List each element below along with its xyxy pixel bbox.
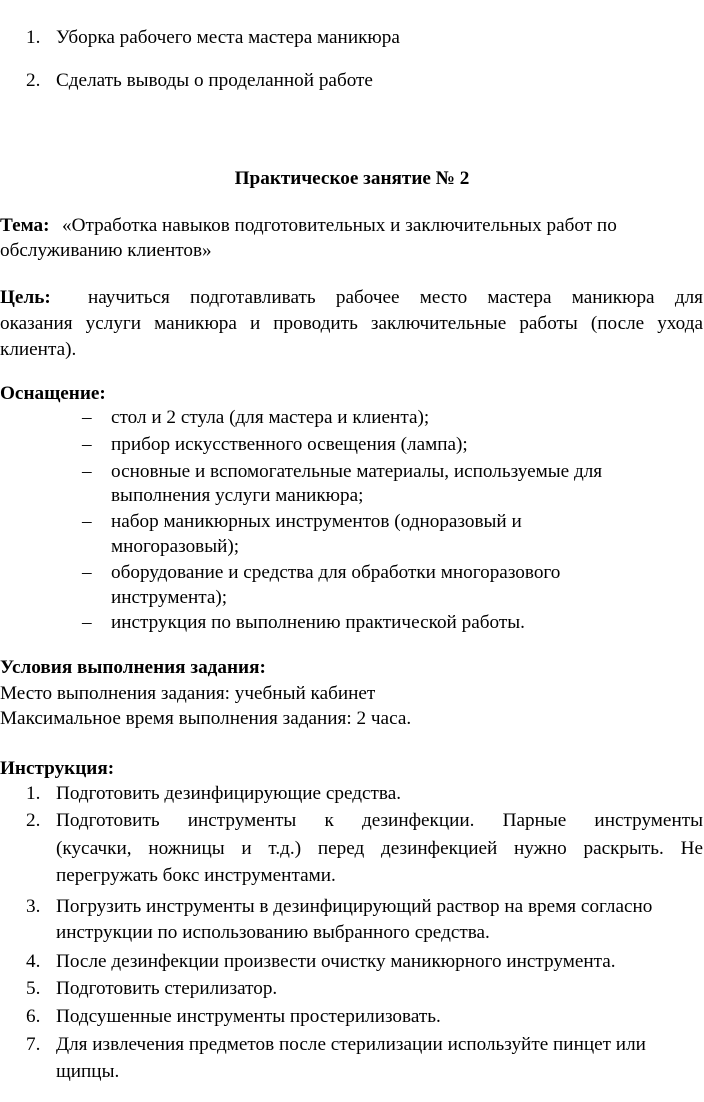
- conditions-heading: Условия выполнения задания:: [0, 657, 266, 678]
- instruction-number-7: 7.: [26, 1034, 41, 1055]
- instruction-item-2-line3: перегружать бокс инструментами.: [56, 865, 336, 886]
- instruction-item-3-line1: Погрузить инструменты в дезинфицирующий раствор на время согласно: [56, 896, 653, 917]
- instruction-item-7-line2: щипцы.: [56, 1061, 120, 1082]
- instruction-item-1: Подготовить дезинфицирующие средства.: [56, 783, 402, 804]
- equipment-item-1: стол и 2 стула (для мастера и клиента);: [111, 407, 430, 428]
- top-list-item-2: Сделать выводы о проделанной работе: [56, 70, 373, 91]
- topic-label: Тема:: [0, 215, 50, 236]
- instruction-item-4: После дезинфекции произвести очистку маникюрного инструмента.: [56, 951, 616, 972]
- instruction-item-2-line2: (кусачки, ножницы и т.д.) перед дезинфекцией нужно раскрыть. Не: [56, 838, 703, 859]
- equipment-dash-6: –: [82, 612, 92, 633]
- instruction-number-5: 5.: [26, 978, 41, 999]
- equipment-dash-5: –: [82, 562, 92, 583]
- equipment-item-5-line2: инструмента);: [111, 587, 228, 608]
- equipment-dash-4: –: [82, 511, 92, 532]
- top-list-item-1: Уборка рабочего места мастера маникюра: [56, 27, 400, 48]
- instruction-number-3: 3.: [26, 896, 41, 917]
- instruction-heading: Инструкция:: [0, 758, 115, 779]
- equipment-dash-1: –: [82, 407, 92, 428]
- instruction-item-5: Подготовить стерилизатор.: [56, 978, 278, 999]
- equipment-item-2: прибор искусственного освещения (лампа);: [111, 434, 468, 455]
- instruction-number-1: 1.: [26, 783, 41, 804]
- goal-text-line3: клиента).: [0, 339, 77, 360]
- practice-title: Практическое занятие № 2: [234, 168, 470, 189]
- conditions-time: Максимальное время выполнения задания: 2 часа.: [0, 708, 412, 729]
- equipment-item-3-line1: основные и вспомогательные материалы, используемые для: [111, 461, 603, 482]
- instruction-number-4: 4.: [26, 951, 41, 972]
- top-list-number-2: 2.: [26, 70, 41, 91]
- instruction-number-2: 2.: [26, 810, 41, 831]
- instruction-item-7-line1: Для извлечения предметов после стерилизации используйте пинцет или: [56, 1034, 646, 1055]
- equipment-item-4-line1: набор маникюрных инструментов (одноразовый и: [111, 511, 522, 532]
- goal-text-line2: оказания услуги маникюра и проводить заключительные работы (после ухода: [0, 313, 703, 334]
- equipment-heading: Оснащение:: [0, 383, 106, 404]
- equipment-item-3-line2: выполнения услуги маникюра;: [111, 485, 364, 506]
- topic-text-line2: обслуживанию клиентов»: [0, 240, 212, 261]
- instruction-item-3-line2: инструкции по использованию выбранного средства.: [56, 922, 490, 943]
- equipment-item-4-line2: многоразовый);: [111, 536, 240, 557]
- equipment-item-6: инструкция по выполнению практической работы.: [111, 612, 525, 633]
- instruction-item-6: Подсушенные инструменты простерилизовать.: [56, 1006, 441, 1027]
- goal-text-line1: научиться подготавливать рабочее место мастера маникюра для: [88, 287, 703, 308]
- top-list-number-1: 1.: [26, 27, 41, 48]
- instruction-item-2-line1: Подготовить инструменты к дезинфекции. Парные инструменты: [56, 810, 703, 831]
- equipment-item-5-line1: оборудование и средства для обработки многоразового: [111, 562, 561, 583]
- goal-label: Цель:: [0, 287, 51, 308]
- topic-text-line1: «Отработка навыков подготовительных и заключительных работ по: [62, 215, 617, 236]
- equipment-dash-3: –: [82, 461, 92, 482]
- equipment-dash-2: –: [82, 434, 92, 455]
- instruction-number-6: 6.: [26, 1006, 41, 1027]
- conditions-place: Место выполнения задания: учебный кабинет: [0, 683, 376, 704]
